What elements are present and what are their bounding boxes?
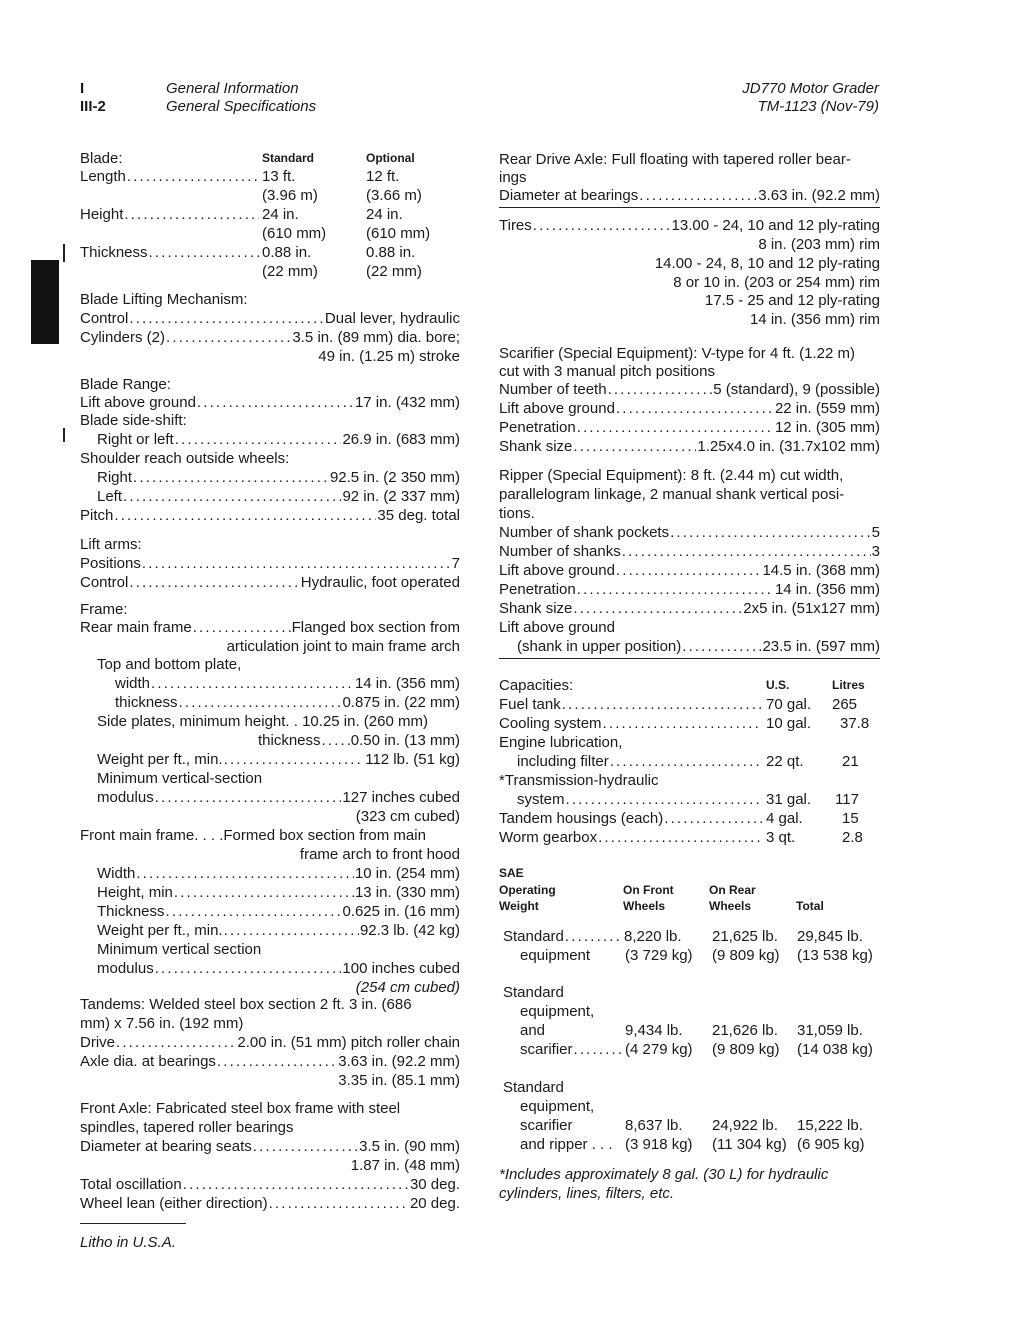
front-width-row: Width . . . 10 in. (254 mm) xyxy=(97,864,460,883)
tandem-housings-row: Tandem housings (each) . . . xyxy=(499,809,763,828)
side-plates-row: Side plates, minimum height. . 10.25 in. (260 mm) xyxy=(97,713,428,730)
modulus-row: modulus . . . 127 inches cubed xyxy=(97,788,460,807)
cooling-litres: 37.8 xyxy=(840,715,870,732)
left-row: Left . . . 92 in. (2 337 mm) xyxy=(97,487,460,506)
engine-litres: 21 xyxy=(842,753,859,770)
width-row: width . . . 14 in. (356 mm) xyxy=(115,674,460,693)
front-min-vertical: Minimum vertical section xyxy=(97,941,262,958)
control-row: Control . . . Dual lever, hydraulic xyxy=(80,309,460,328)
ripper-shank-row: Shank size . . . 2x5 in. (51x127 mm) xyxy=(499,599,880,618)
plate-thickness-row: thickness . . . 0.875 in. (22 mm) xyxy=(115,693,460,712)
capacities-heading: Capacities: xyxy=(499,677,574,694)
weight1-label2: equipment xyxy=(520,947,591,964)
side-shift-heading: Blade side-shift: xyxy=(80,412,187,429)
weight3-front-kg: (3 918 kg) xyxy=(625,1136,693,1153)
weight3-total: 15,222 lb. xyxy=(797,1117,863,1134)
worm-us: 3 qt. xyxy=(766,829,796,846)
total-oscillation-row: Total oscillation . . . 30 deg. xyxy=(80,1175,460,1194)
length-std: 13 ft. xyxy=(262,168,296,185)
document-number: TM-1123 (Nov-79) xyxy=(757,98,879,115)
rear-axle-row: Rear Drive Axle: Full floating with tapered roller bear- xyxy=(499,151,851,168)
transmission-label: *Transmission-hydraulic xyxy=(499,772,659,789)
weight2-front-kg: (4 279 kg) xyxy=(625,1041,693,1058)
right-row: Right . . . 92.5 in. (2 350 mm) xyxy=(97,468,460,487)
front-modulus-row: modulus . . . 100 inches cubed xyxy=(97,959,460,978)
teeth-row: Number of teeth . . . 5 (standard), 9 (possible) xyxy=(499,380,880,399)
positions-row: Positions . . . 7 xyxy=(80,554,460,573)
weight1-total: 29,845 lb. xyxy=(797,928,863,945)
engine-lube-row: including filter . . . xyxy=(517,752,763,771)
weight1-label: Standard . . . xyxy=(503,927,623,946)
length-opt-metric: (3.66 m) xyxy=(366,187,422,204)
shanks-row: Number of shanks . . . 3 xyxy=(499,542,880,561)
document-title: JD770 Motor Grader xyxy=(742,80,879,97)
top-bottom-plate: Top and bottom plate, xyxy=(97,656,242,673)
tires-rim-2: 8 or 10 in. (203 or 254 mm) rim xyxy=(673,274,880,291)
scarifier-row: Scarifier (Special Equipment): V-type for 4 ft. (1.22 m) xyxy=(499,345,855,362)
worm-litres: 2.8 xyxy=(842,829,863,846)
on-rear-header: On Rear xyxy=(709,883,756,897)
pitch-row: Pitch . . . 35 deg. total xyxy=(80,506,460,525)
subsection-title: General Specifications xyxy=(166,98,317,115)
weight2-front: 9,434 lb. xyxy=(625,1022,683,1039)
arms-control-row: Control . . . Hydraulic, foot operated xyxy=(80,573,460,592)
cylinders-row: Cylinders (2) . . . 3.5 in. (89 mm) dia. bore; xyxy=(80,328,460,347)
lift-arms-heading: Lift arms: xyxy=(80,536,142,553)
footer-rule xyxy=(80,1223,186,1224)
weight3-total-kg: (6 905 kg) xyxy=(797,1136,865,1153)
weight2-rear-kg: (9 809 kg) xyxy=(712,1041,780,1058)
weight3-label4: and ripper . . . xyxy=(520,1136,613,1153)
weight3-label2: equipment, xyxy=(520,1098,595,1115)
tandem-us: 4 gal. xyxy=(766,810,803,827)
operating-header: Operating xyxy=(499,883,556,897)
tires-row: Tires . . . 13.00 - 24, 10 and 12 ply-rating xyxy=(499,216,880,235)
front-axle-row: Front Axle: Fabricated steel box frame with steel xyxy=(80,1100,401,1117)
thickness-row: Thickness . . . xyxy=(80,243,260,262)
rear-main-frame-cont: articulation joint to main frame arch xyxy=(226,638,460,655)
tandems-cont: mm) x 7.56 in. (192 mm) xyxy=(80,1015,244,1032)
standard-header: Standard xyxy=(262,151,315,165)
ripper-row: Ripper (Special Equipment): 8 ft. (2.44 m) cut width, xyxy=(499,467,844,484)
transmission-us: 31 gal. xyxy=(766,791,812,808)
front-wheels-header: Wheels xyxy=(623,899,666,913)
min-vertical-section: Minimum vertical-section xyxy=(97,770,263,787)
ripper-cont: parallelogram linkage, 2 manual shank vertical posi- xyxy=(499,486,845,503)
front-height-row: Height, min . . . 13 in. (330 mm) xyxy=(97,883,460,902)
frame-heading: Frame: xyxy=(80,601,128,618)
footnote-cont: cylinders, lines, filters, etc. xyxy=(499,1185,675,1202)
length-std-metric: (3.96 m) xyxy=(262,187,318,204)
engine-lube-label: Engine lubrication, xyxy=(499,734,623,751)
tires-size-2: 14.00 - 24, 8, 10 and 12 ply-rating xyxy=(654,255,880,272)
rear-axle-cont: ings xyxy=(499,169,527,186)
fuel-us: 70 gal. xyxy=(766,696,812,713)
weight1-rear-kg: (9 809 kg) xyxy=(712,947,780,964)
weight2-label4: scarifier . . . xyxy=(520,1040,623,1059)
height-row: Height . . . xyxy=(80,205,260,224)
total-header: Total xyxy=(796,899,824,913)
axle-dia-row: Axle dia. at bearings . . . 3.63 in. (92.2 mm) xyxy=(80,1052,460,1071)
bearing-seats-row: Diameter at bearing seats . . . 3.5 in. (90 mm) xyxy=(80,1137,460,1156)
ripper-lift-row: Lift above ground . . . 14.5 in. (368 mm) xyxy=(499,561,880,580)
cooling-row: Cooling system . . . xyxy=(499,714,763,733)
tires-rim-3: 14 in. (356 mm) rim xyxy=(749,311,880,328)
weight2-rear: 21,626 lb. xyxy=(712,1022,778,1039)
blade-range-heading: Blade Range: xyxy=(80,376,171,393)
thickness-opt-metric: (22 mm) xyxy=(366,263,422,280)
weight-per-ft-row: Weight per ft., min. . . . 112 lb. (51 kg) xyxy=(97,750,460,769)
lift-above-ground-row: Lift above ground . . . 17 in. (432 mm) xyxy=(80,393,460,412)
scarifier-cont: cut with 3 manual pitch positions xyxy=(499,363,715,380)
ripper-lift2-label: Lift above ground xyxy=(499,619,615,636)
bearing-seats-second: 1.87 in. (48 mm) xyxy=(350,1157,460,1174)
transmission-litres: 117 xyxy=(835,791,859,808)
weight3-front: 8,637 lb. xyxy=(625,1117,683,1134)
weight1-front-kg: (3 729 kg) xyxy=(625,947,693,964)
height-std-metric: (610 mm) xyxy=(262,225,327,242)
weight3-label3: scarifier xyxy=(520,1117,573,1134)
engine-us: 22 qt. xyxy=(766,753,804,770)
scarifier-lift-row: Lift above ground . . . 22 in. (559 mm) xyxy=(499,399,880,418)
change-bar xyxy=(63,428,65,442)
front-main-frame-cont: frame arch to front hood xyxy=(299,846,460,863)
weight2-label3: and xyxy=(520,1022,546,1039)
weight1-total-kg: (13 538 kg) xyxy=(797,947,873,964)
tandems-row: Tandems: Welded steel box section 2 ft. 3 in. (686 xyxy=(80,996,412,1013)
height-opt-metric: (610 mm) xyxy=(366,225,431,242)
wheel-lean-row: Wheel lean (either direction) . . . 20 deg. xyxy=(80,1194,460,1213)
us-header: U.S. xyxy=(766,678,790,692)
height-std: 24 in. xyxy=(262,206,299,223)
optional-header: Optional xyxy=(366,151,415,165)
axle-dia-second: 3.35 in. (85.1 mm) xyxy=(338,1072,460,1089)
weight3-label: Standard xyxy=(503,1079,564,1096)
weight1-front: 8,220 lb. xyxy=(624,928,682,945)
tires-size-3: 17.5 - 25 and 12 ply-rating xyxy=(704,292,880,309)
lift-mechanism-heading: Blade Lifting Mechanism: xyxy=(80,291,248,308)
on-front-header: On Front xyxy=(623,883,674,897)
front-weight-row: Weight per ft., min. . . . 92.3 lb. (42 kg) xyxy=(97,921,460,940)
change-bar xyxy=(63,244,65,262)
divider xyxy=(499,658,880,659)
length-row: Length . . . xyxy=(80,167,260,186)
drive-row: Drive . . . 2.00 in. (51 mm) pitch roller chain xyxy=(80,1033,460,1052)
length-opt: 12 ft. xyxy=(366,168,400,185)
litres-header: Litres xyxy=(832,678,865,692)
sae-header: SAE xyxy=(499,866,524,880)
section-title: General Information xyxy=(166,80,299,97)
side-thickness-row: thickness . . . 0.50 in. (13 mm) xyxy=(258,731,460,750)
weight-header: Weight xyxy=(499,899,539,913)
transmission-row: system . . . xyxy=(517,790,763,809)
rear-main-frame-row: Rear main frame . . . Flanged box section from xyxy=(80,618,460,637)
page-number: III-2 xyxy=(80,98,106,115)
diameter-bearings-row: Diameter at bearings . . . 3.63 in. (92.2 mm) xyxy=(499,186,880,205)
divider xyxy=(499,207,880,208)
weight1-rear: 21,625 lb. xyxy=(712,928,778,945)
right-or-left-row: Right or left . . . 26.9 in. (683 mm) xyxy=(97,430,460,449)
margin-marker xyxy=(31,260,59,344)
thickness-std: 0.88 in. xyxy=(262,244,312,261)
blade-label: Blade: xyxy=(80,150,123,167)
fuel-litres: 265 xyxy=(832,696,858,713)
ripper-cont2: tions. xyxy=(499,505,535,522)
front-modulus-metric: (254 cm cubed) xyxy=(355,979,460,996)
scarifier-shank-row: Shank size . . . 1.25x4.0 in. (31.7x102 mm) xyxy=(499,437,880,456)
front-thickness-row: Thickness . . . 0.625 in. (16 mm) xyxy=(97,902,460,921)
modulus-metric: (323 cm cubed) xyxy=(355,808,460,825)
front-axle-cont: spindles, tapered roller bearings xyxy=(80,1119,294,1136)
weight2-total-kg: (14 038 kg) xyxy=(797,1041,873,1058)
weight3-rear: 24,922 lb. xyxy=(712,1117,778,1134)
footnote: *Includes approximately 8 gal. (30 L) for hydraulic xyxy=(499,1166,829,1183)
tires-rim-1: 8 in. (203 mm) rim xyxy=(758,236,880,253)
shank-pockets-row: Number of shank pockets . . . 5 xyxy=(499,523,880,542)
front-main-frame-row: Front main frame. . . .Formed box section from main xyxy=(80,827,426,844)
weight2-label2: equipment, xyxy=(520,1003,595,1020)
weight2-label: Standard xyxy=(503,984,564,1001)
thickness-opt: 0.88 in. xyxy=(366,244,416,261)
tandem-litres: 15 xyxy=(842,810,859,827)
rear-wheels-header: Wheels xyxy=(709,899,752,913)
ripper-lift2-row: (shank in upper position) . . . 23.5 in. (597 mm) xyxy=(517,637,880,656)
weight3-rear-kg: (11 304 kg) xyxy=(712,1136,787,1153)
cooling-us: 10 gal. xyxy=(766,715,812,732)
fuel-tank-row: Fuel tank . . . xyxy=(499,695,763,714)
worm-gearbox-row: Worm gearbox . . . xyxy=(499,828,763,847)
ripper-penetration-row: Penetration . . . 14 in. (356 mm) xyxy=(499,580,880,599)
litho-footer: Litho in U.S.A. xyxy=(80,1234,176,1251)
scarifier-penetration-row: Penetration . . . 12 in. (305 mm) xyxy=(499,418,880,437)
cylinders-stroke: 49 in. (1.25 m) stroke xyxy=(318,348,460,365)
weight2-total: 31,059 lb. xyxy=(797,1022,863,1039)
shoulder-reach-heading: Shoulder reach outside wheels: xyxy=(80,450,290,467)
section-number: I xyxy=(80,80,85,97)
thickness-std-metric: (22 mm) xyxy=(262,263,318,280)
height-opt: 24 in. xyxy=(366,206,403,223)
